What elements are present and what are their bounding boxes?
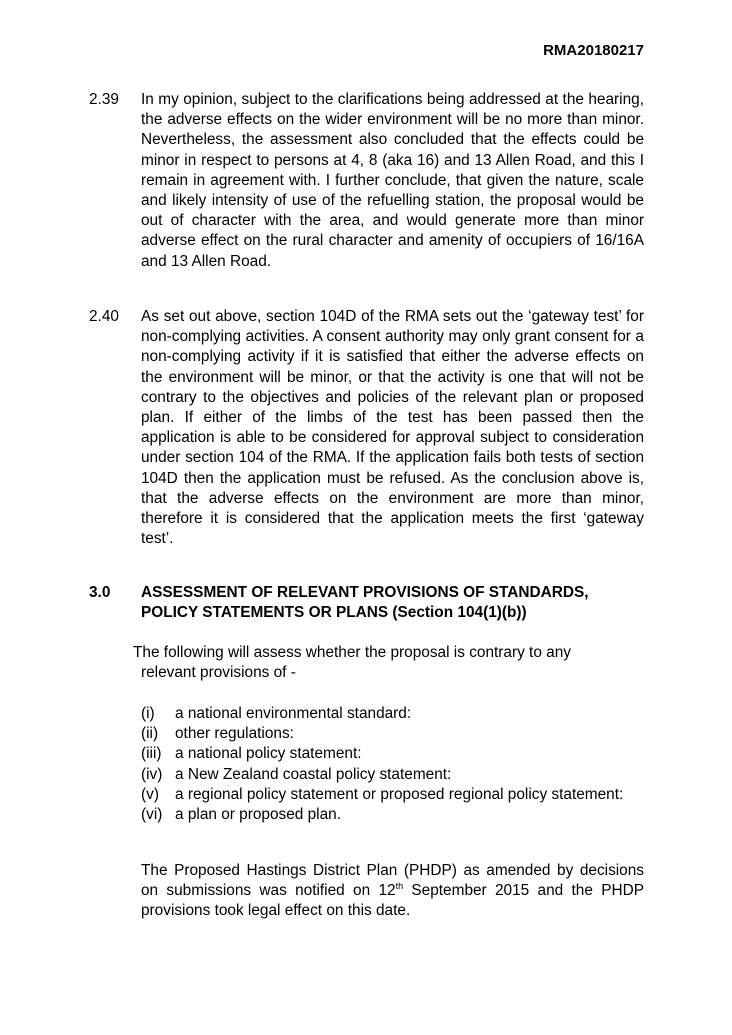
section-intro-line: relevant provisions of -	[141, 664, 296, 682]
list-item	[141, 805, 644, 825]
section-number: 3.0	[89, 584, 111, 601]
list-item-text: other regulations:	[175, 725, 294, 743]
paragraph-number: 2.39	[89, 91, 119, 108]
closing-text-continued: September 2015 and the PHDP provisions took legal effect on this date.	[141, 882, 644, 920]
list-item	[141, 724, 644, 744]
list-marker: (v)	[141, 785, 159, 803]
list-item-text: a plan or proposed plan.	[175, 806, 341, 824]
list-item-text: a national policy statement:	[175, 745, 362, 763]
ordinal-suffix: th	[395, 881, 404, 892]
list-marker: (iii)	[141, 745, 162, 763]
paragraph-2-39	[89, 90, 644, 272]
paragraph-2-40	[89, 307, 644, 549]
section-intro	[133, 643, 644, 683]
paragraph-number: 2.40	[89, 308, 119, 325]
list-item-text: a regional policy statement or proposed regional policy statement:	[175, 785, 624, 803]
section-intro-line: The following will assess whether the proposal is contrary to any	[133, 644, 571, 661]
list-item-text: a New Zealand coastal policy statement:	[175, 765, 452, 783]
provisions-list	[141, 704, 644, 825]
closing-paragraph	[141, 861, 644, 922]
list-item	[141, 785, 644, 805]
list-marker: (i)	[141, 705, 155, 722]
list-item	[141, 765, 644, 785]
document-reference: RMA20180217	[543, 42, 644, 59]
section-title: ASSESSMENT OF RELEVANT PROVISIONS OF STANDARDS, POLICY STATEMENTS OR PLANS (Section 104(1)(b))	[141, 584, 589, 622]
section-heading	[89, 583, 649, 623]
paragraph-text: In my opinion, subject to the clarifications being addressed at the hearing, the adverse effects on the wider environment will be no more than minor. Nevertheless, the assessment also concluded that the effects could be minor in respect to persons at 4, 8 (aka 16) and 13 Allen Road, and this I remain in agreement with. I further conclude, that given the nature, scale and likely intensity of use of the refuelling station, the proposal would be out of character with the area, and would generate more than minor adverse effect on the rural character and amenity of occupiers of 16/16A and 13 Allen Road.	[141, 91, 644, 270]
list-marker: (vi)	[141, 806, 163, 824]
closing-text: The Proposed Hastings District Plan (PHDP) as amended by decisions on submissions was notified on 12	[141, 862, 644, 900]
list-item	[141, 704, 644, 724]
list-marker: (ii)	[141, 725, 159, 743]
list-marker: (iv)	[141, 765, 163, 783]
list-item	[141, 744, 644, 764]
paragraph-text: As set out above, section 104D of the RMA sets out the ‘gateway test’ for non-complying activities. A consent authority may only grant consent for a non-complying activity if it is satisfied that either the adverse effects on the environment will be minor, or that the activity is one that will not be contrary to the objectives and policies of the relevant plan or proposed plan. If either of the limbs of the test has been passed then the application is able to be considered for approval subject to consideration under section 104 of the RMA. If the application fails both tests of section 104D then the application must be refused. As the conclusion above is, that the adverse effects on the environment are more than minor, therefore it is considered that the application meets the first ‘gateway test’.	[141, 308, 644, 548]
list-item-text: a national environmental standard:	[175, 705, 412, 722]
